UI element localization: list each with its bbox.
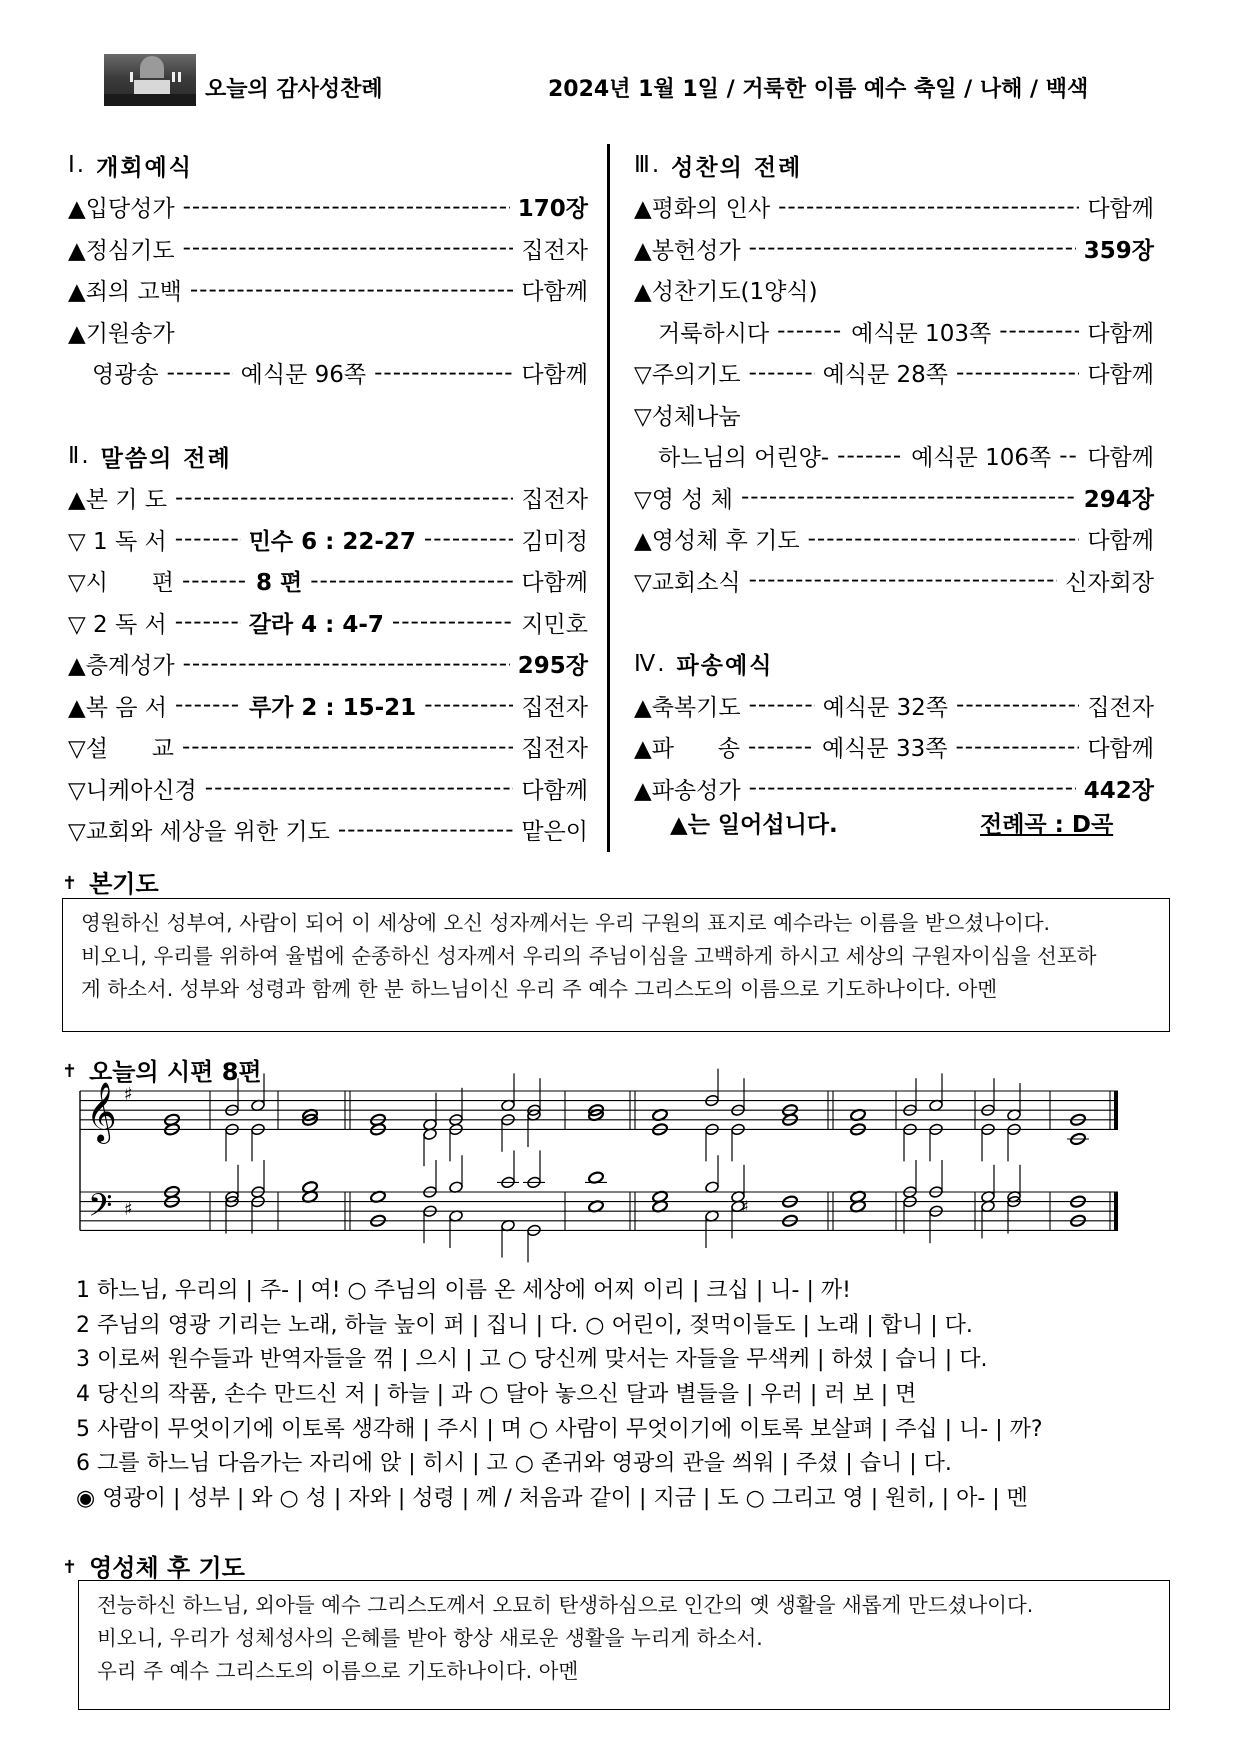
final-barline (1114, 1091, 1118, 1129)
item-value: 김미정 (521, 528, 588, 555)
bulletin-title: 오늘의 감사성찬례 (205, 77, 383, 102)
item-value: 지민호 (521, 611, 588, 638)
item-label: ▲입당성가 (68, 196, 175, 223)
item-label: ▽주의기도 (634, 362, 741, 389)
item-value: 359장 (1083, 237, 1154, 264)
item-reference: 민수 6 : 22-27 (248, 528, 416, 555)
bass-clef-icon: 𝄢 (88, 1187, 113, 1231)
section-heading: Ⅲ. 성찬의 전례 (634, 152, 803, 181)
cross-icon: ✝ (62, 1061, 78, 1082)
final-barline (1114, 1192, 1118, 1230)
item-value: 다함께 (1087, 528, 1154, 555)
item-label: ▽시 편 (68, 570, 174, 597)
postcommunion-line: 비오니, 우리가 성체성사의 은혜를 받아 항상 새로운 생활을 누리게 하소서. (97, 1626, 763, 1650)
item-label: ▲파 송 (634, 736, 740, 763)
collect-line: 게 하소서. 성부와 성령과 함께 한 분 하느님이신 우리 주 예수 그리스도의 이름으로 기도하나이다. 아멘 (81, 977, 998, 1001)
item-value: 다함께 (521, 570, 588, 597)
item-label: ▽ 2 독 서 (68, 611, 167, 638)
item-label: 하느님의 어린양- (658, 445, 830, 472)
cross-icon: ✝ (62, 1557, 78, 1578)
item-value: 295장 (517, 653, 588, 680)
cross-icon: ✝ (62, 873, 78, 894)
item-value: 다함께 (521, 362, 588, 389)
item-value: 집전자 (521, 736, 588, 763)
section-heading: Ⅱ. 말씀의 전례 (68, 443, 232, 472)
item-label: ▽영 성 체 (634, 486, 733, 513)
item-label: ▲영성체 후 기도 (634, 528, 800, 555)
psalm-verses (76, 1274, 1206, 1517)
psalm-verse: 1 하느님, 우리의 | 주- | 여! ○ 주님의 이름 온 세상에 어찌 이리 | 크십 | 니- | 까! (76, 1278, 851, 1303)
item-value: 신자회장 (1065, 569, 1154, 596)
item-value: 294장 (1083, 486, 1154, 513)
item-label: ▽교회소식 (634, 569, 741, 596)
psalm-heading: ✝ 오늘의 시편 8편 (62, 1058, 262, 1086)
item-label: ▲죄의 고백 (68, 279, 182, 306)
item-value: 다함께 (1087, 320, 1154, 347)
postcommunion-heading: ✝ 영성체 후 기도 (62, 1554, 245, 1582)
item-label: ▽니케아신경 (68, 777, 197, 804)
item-label: ▽설 교 (68, 736, 174, 763)
sharp-icon: ♯ (741, 1197, 749, 1216)
psalm-verse: 3 이로써 원수들과 반역자들을 꺾 | 으시 | 고 ○ 당신께 맞서는 자들을 무색케 | 하셨 | 습니 | 다. (76, 1347, 988, 1373)
item-label: ▲층계성가 (68, 653, 175, 680)
psalm-verse: 2 주님의 영광 기리는 노래, 하늘 높이 퍼 | 집니 | 다. ○ 어린이, 젖먹이들도 | 노래 | 합니 | 다. (76, 1312, 973, 1338)
item-label: ▽교회와 세상을 위한 기도 (68, 819, 330, 846)
item-label: ▲성찬기도(1양식) (634, 279, 818, 306)
item-value: 다함께 (521, 777, 588, 804)
item-value: 442장 (1083, 777, 1154, 804)
item-value: 집전자 (521, 237, 588, 264)
psalm-verse: 6 그를 하느님 다음가는 자리에 앉 | 히시 | 고 ○ 존귀와 영광의 관을 씌워 | 주셨 | 습니 | 다. (76, 1451, 952, 1477)
item-value: 다함께 (1087, 736, 1154, 763)
item-value: 다함께 (521, 279, 588, 306)
psalm-verse: 4 당신의 작품, 손수 만드신 저 | 하늘 | 과 ○ 달아 놓으신 달과 별들을 | 우러 | 러 보 | 면 (76, 1382, 917, 1408)
item-reference: 예식문 28쪽 (822, 362, 949, 389)
item-label: 영광송 (92, 362, 159, 389)
item-reference: 루가 2 : 15-21 (248, 694, 417, 721)
sharp-icon: ♯ (124, 1199, 133, 1220)
item-value: 다함께 (1087, 196, 1154, 223)
item-label: ▽ 1 독 서 (68, 528, 167, 555)
collect-line: 영원하신 성부여, 사람이 되어 이 세상에 오신 성자께서는 우리 구원의 표지로 예수라는 이름을 받으셨나이다. (81, 911, 1051, 935)
collect-line: 비오니, 우리를 위하여 율법에 순종하신 성자께서 우리의 주님이심을 고백하게 하시고 세상의 구원자이심을 선포하 (81, 944, 1097, 968)
item-reference: 예식문 96쪽 (240, 362, 367, 389)
item-reference: 갈라 4 : 4-7 (248, 611, 384, 638)
item-value: 다함께 (1087, 445, 1154, 472)
item-value: 다함께 (1087, 362, 1154, 389)
item-label: ▲복 음 서 (68, 694, 167, 721)
liturgy-setting: 전례곡 : D곡 (980, 812, 1114, 838)
item-label: ▲평화의 인사 (634, 196, 771, 223)
section-heading: Ⅳ. 파송예식 (634, 650, 774, 679)
psalm-doxology: ◉ 영광이 | 성부 | 와 ○ 성 | 자와 | 성령 | 께 / 처음과 같이 | 지금 | 도 ○ 그리고 영 | 원히, | 아- | 멘 (76, 1486, 1028, 1512)
item-value: 170장 (517, 196, 588, 223)
item-label: ▽성체나눔 (634, 403, 741, 430)
item-label: ▲본 기 도 (68, 487, 167, 514)
standing-note: ▲는 일어섭니다. (670, 812, 838, 838)
psalm-verse: 5 사람이 무엇이기에 이토록 생각해 | 주시 | 며 ○ 사람이 무엇이기에 이토록 보살펴 | 주십 | 니- | 까? (76, 1416, 1043, 1442)
item-label: ▲파송성가 (634, 777, 741, 804)
item-label: ▲정심기도 (68, 237, 175, 264)
item-reference: 예식문 33쪽 (822, 736, 948, 763)
item-reference: 예식문 106쪽 (911, 445, 1052, 472)
item-value: 집전자 (1087, 694, 1154, 721)
item-label: 거룩하시다 (658, 320, 770, 347)
item-label: ▲축복기도 (634, 694, 741, 721)
collect-heading: ✝ 본기도 (62, 870, 159, 898)
item-reference: 예식문 32쪽 (822, 694, 949, 721)
item-value: 맡은이 (521, 819, 588, 846)
item-reference: 8 편 (256, 570, 303, 597)
section-heading: Ⅰ. 개회예식 (68, 152, 193, 181)
sharp-icon: ♯ (124, 1084, 133, 1105)
item-value: 집전자 (521, 694, 588, 721)
postcommunion-line: 전능하신 하느님, 외아들 예수 그리스도께서 오묘히 탄생하심으로 인간의 옛 생활을 새롭게 만드셨나이다. (97, 1593, 1034, 1617)
postcommunion-box (78, 1580, 1170, 1710)
item-reference: 예식문 103쪽 (851, 320, 992, 347)
service-info: 2024년 1월 1일 / 거룩한 이름 예수 축일 / 나해 / 백색 (548, 77, 1089, 102)
treble-clef-icon: 𝄞 (86, 1082, 117, 1142)
item-label: ▲기원송가 (68, 320, 175, 347)
postcommunion-line: 우리 주 예수 그리스도의 이름으로 기도하나이다. 아멘 (97, 1659, 579, 1683)
item-value: 집전자 (521, 487, 588, 514)
item-label: ▲봉헌성가 (634, 237, 741, 264)
